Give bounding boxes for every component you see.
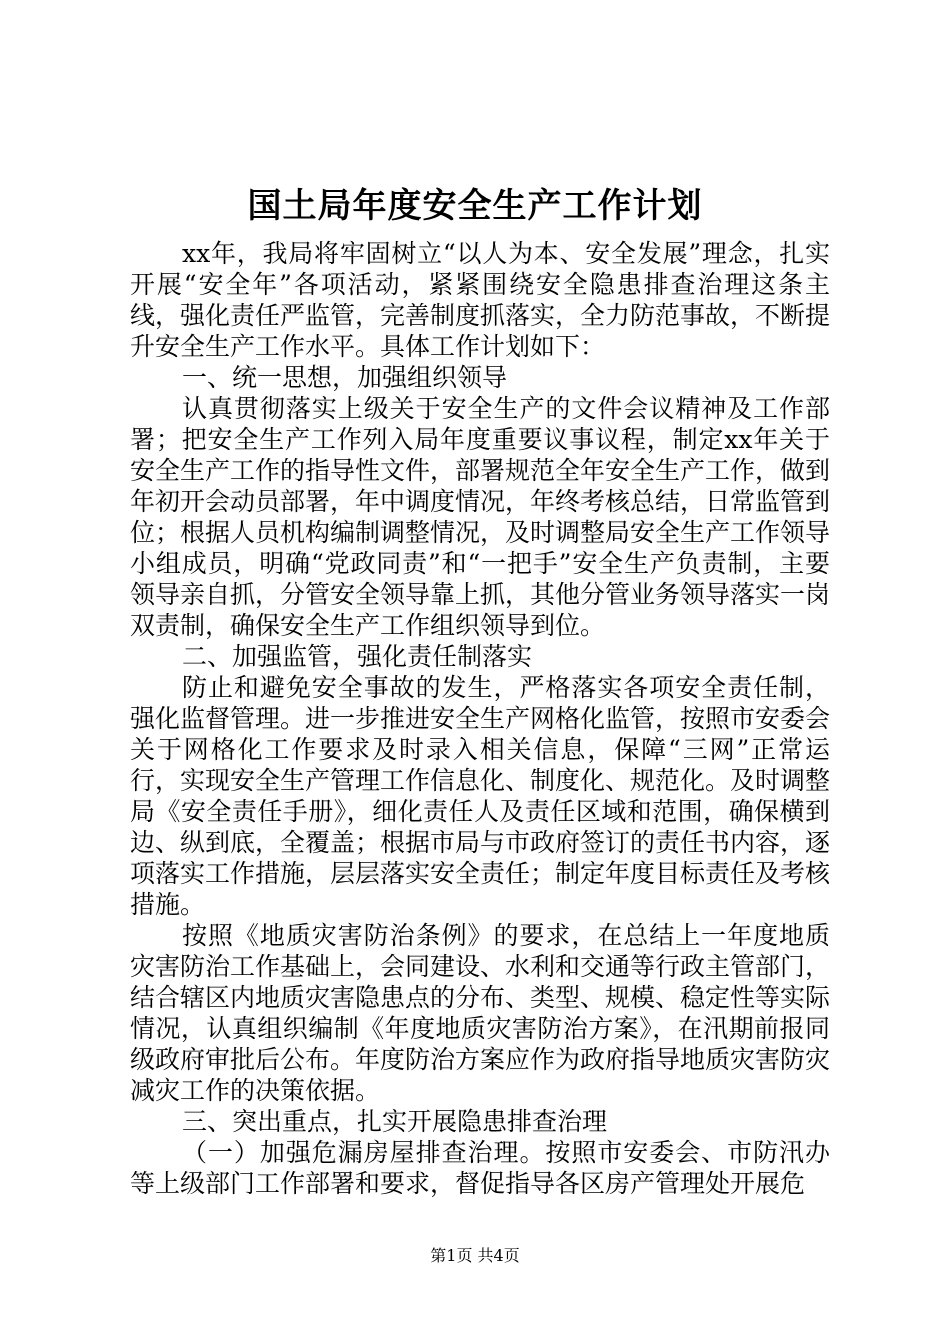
paragraph: 按照《地质灾害防治条例》的要求，在总结上一年度地质灾害防治工作基础上，会同建设、水利和交通等行政主管部门，结合辖区内地质灾害隐患点的分布、类型、规模、稳定性等实际情况，认真组织编制《年度地质灾害防治方案》，在汛期前报同级政府审批后公布。年度防治方案应作为政府指导地质灾害防灾减灾工作的决策依据。 bbox=[130, 921, 831, 1105]
page-footer: 第1页 共4页 bbox=[430, 1246, 520, 1265]
paragraph: 认真贯彻落实上级关于安全生产的文件会议精神及工作部署；把安全生产工作列入局年度重要议事议程，制定xx年关于安全生产工作的指导性文件，部署规范全年安全生产工作，做到年初开会动员部署，年中调度情况，年终考核总结，日常监管到位；根据人员机构编制调整情况，及时调整局安全生产工作领导小组成员，明确“党政同责”和“一把手”安全生产负责制，主要领导亲自抓，分管安全领导靠上抓，其他分管业务领导落实一岗双责制，确保安全生产工作组织领导到位。 bbox=[130, 394, 831, 640]
section-heading: 一、统一思想，加强组织领导 bbox=[182, 363, 508, 392]
document-body bbox=[130, 238, 830, 1199]
paragraph: xx年，我局将牢固树立“以人为本、安全发展”理念，扎实开展“安全年”各项活动，紧紧围绕安全隐患排查治理这条主线，强化责任严监管，完善制度抓落实，全力防范事故，不断提升安全生产工作水平。具体工作计划如下： bbox=[130, 239, 831, 361]
document-title: 国土局年度安全生产工作计划 bbox=[247, 186, 703, 226]
paragraph: 防止和避免安全事故的发生，严格落实各项安全责任制，强化监督管理。进一步推进安全生产网格化监管，按照市安委会关于网格化工作要求及时录入相关信息，保障“三网”正常运行，实现安全生产管理工作信息化、制度化、规范化。及时调整局《安全责任手册》，细化责任人及责任区域和范围，确保横到边、纵到底，全覆盖；根据市局与市政府签订的责任书内容，逐项落实工作措施，层层落实安全责任；制定年度目标责任及考核措施。 bbox=[130, 673, 831, 919]
section-heading: 三、突出重点，扎实开展隐患排查治理 bbox=[182, 1107, 608, 1136]
section-heading: 二、加强监管，强化责任制落实 bbox=[182, 642, 533, 671]
paragraph: （一）加强危漏房屋排查治理。按照市安委会、市防汛办等上级部门工作部署和要求，督促指导各区房产管理处开展危 bbox=[130, 1138, 830, 1198]
